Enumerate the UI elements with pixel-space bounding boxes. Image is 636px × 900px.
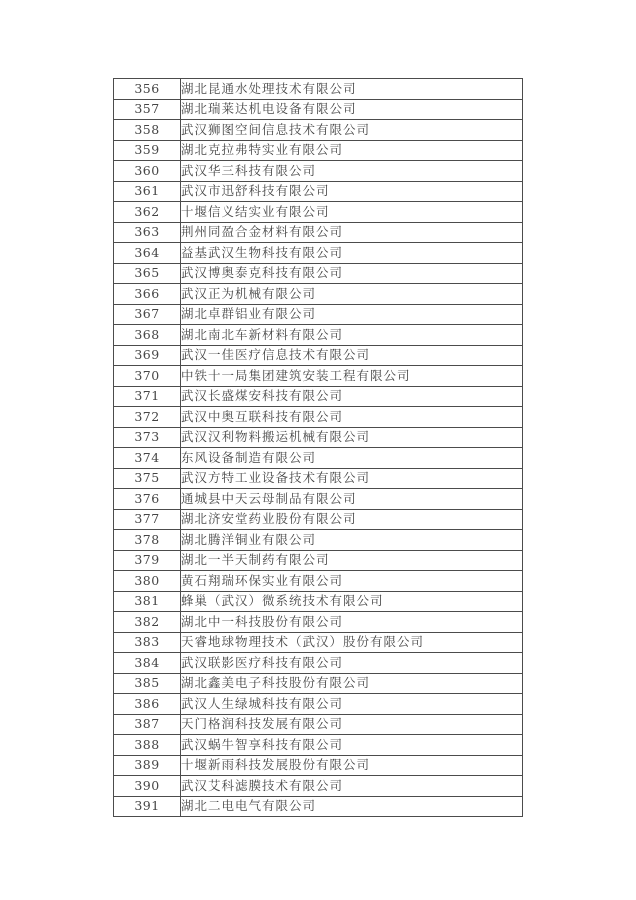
- company-name: 湖北卓群铝业有限公司: [181, 304, 523, 325]
- company-name: 荆州同盈合金材料有限公司: [181, 222, 523, 243]
- row-number: 377: [114, 509, 181, 530]
- table-row: [114, 694, 523, 715]
- table-row: [114, 653, 523, 674]
- table-row: [114, 448, 523, 469]
- company-name: 天睿地球物理技术（武汉）股份有限公司: [181, 632, 523, 653]
- company-name: 湖北一半天制药有限公司: [181, 550, 523, 571]
- row-number: 381: [114, 591, 181, 612]
- company-name: 武汉华三科技有限公司: [181, 161, 523, 182]
- table-row: [114, 632, 523, 653]
- row-number: 389: [114, 755, 181, 776]
- company-name: 湖北南北车新材料有限公司: [181, 325, 523, 346]
- company-name: 武汉一佳医疗信息技术有限公司: [181, 345, 523, 366]
- table-row: [114, 407, 523, 428]
- company-name: 武汉人生绿城科技有限公司: [181, 694, 523, 715]
- row-number: 386: [114, 694, 181, 715]
- row-number: 368: [114, 325, 181, 346]
- table-row: [114, 612, 523, 633]
- company-name: 湖北瑞莱达机电设备有限公司: [181, 99, 523, 120]
- company-name: 武汉汉利物料搬运机械有限公司: [181, 427, 523, 448]
- table-row: [114, 181, 523, 202]
- table-row: [114, 161, 523, 182]
- row-number: 383: [114, 632, 181, 653]
- table-row: [114, 99, 523, 120]
- row-number: 384: [114, 653, 181, 674]
- row-number: 365: [114, 263, 181, 284]
- row-number: 366: [114, 284, 181, 305]
- table-row: [114, 468, 523, 489]
- row-number: 371: [114, 386, 181, 407]
- table-row: [114, 263, 523, 284]
- row-number: 388: [114, 735, 181, 756]
- company-name: 武汉正为机械有限公司: [181, 284, 523, 305]
- row-number: 357: [114, 99, 181, 120]
- row-number: 360: [114, 161, 181, 182]
- table-row: [114, 366, 523, 387]
- company-name: 湖北克拉弗特实业有限公司: [181, 140, 523, 161]
- company-name: 黄石翔瑞环保实业有限公司: [181, 571, 523, 592]
- company-name: 武汉方特工业设备技术有限公司: [181, 468, 523, 489]
- company-name: 武汉艾科滤膜技术有限公司: [181, 776, 523, 797]
- row-number: 372: [114, 407, 181, 428]
- table-row: [114, 735, 523, 756]
- company-name: 十堰新雨科技发展股份有限公司: [181, 755, 523, 776]
- company-name: 湖北二电电气有限公司: [181, 796, 523, 817]
- company-name: 益基武汉生物科技有限公司: [181, 243, 523, 264]
- row-number: 376: [114, 489, 181, 510]
- company-name: 武汉联影医疗科技有限公司: [181, 653, 523, 674]
- table-row: [114, 325, 523, 346]
- table-row: [114, 796, 523, 817]
- row-number: 391: [114, 796, 181, 817]
- company-name: 湖北鑫美电子科技股份有限公司: [181, 673, 523, 694]
- company-name: 天门格润科技发展有限公司: [181, 714, 523, 735]
- table-row: [114, 222, 523, 243]
- table-row: [114, 304, 523, 325]
- row-number: 369: [114, 345, 181, 366]
- row-number: 363: [114, 222, 181, 243]
- company-name: 武汉狮图空间信息技术有限公司: [181, 120, 523, 141]
- row-number: 370: [114, 366, 181, 387]
- row-number: 387: [114, 714, 181, 735]
- row-number: 361: [114, 181, 181, 202]
- company-name: 通城县中天云母制品有限公司: [181, 489, 523, 510]
- company-name: 武汉中奥互联科技有限公司: [181, 407, 523, 428]
- row-number: 378: [114, 530, 181, 551]
- table-row: [114, 530, 523, 551]
- company-name: 湖北昆通水处理技术有限公司: [181, 79, 523, 100]
- row-number: 390: [114, 776, 181, 797]
- table-row: [114, 591, 523, 612]
- table-row: [114, 120, 523, 141]
- row-number: 379: [114, 550, 181, 571]
- table-row: [114, 284, 523, 305]
- row-number: 380: [114, 571, 181, 592]
- row-number: 367: [114, 304, 181, 325]
- table-row: [114, 427, 523, 448]
- company-name: 蜂巢（武汉）微系统技术有限公司: [181, 591, 523, 612]
- company-name: 十堰信义结实业有限公司: [181, 202, 523, 223]
- company-name: 东风设备制造有限公司: [181, 448, 523, 469]
- table-row: [114, 386, 523, 407]
- row-number: 373: [114, 427, 181, 448]
- table-row: [114, 571, 523, 592]
- row-number: 382: [114, 612, 181, 633]
- row-number: 359: [114, 140, 181, 161]
- company-name: 湖北腾洋铜业有限公司: [181, 530, 523, 551]
- row-number: 375: [114, 468, 181, 489]
- table-row: [114, 79, 523, 100]
- row-number: 358: [114, 120, 181, 141]
- company-name: 武汉蜗牛智享科技有限公司: [181, 735, 523, 756]
- table-row: [114, 202, 523, 223]
- table-row: [114, 243, 523, 264]
- table-row: [114, 755, 523, 776]
- table-row: [114, 509, 523, 530]
- table-row: [114, 550, 523, 571]
- row-number: 356: [114, 79, 181, 100]
- table-row: [114, 776, 523, 797]
- company-table-body: [114, 79, 523, 817]
- company-name: 湖北济安堂药业股份有限公司: [181, 509, 523, 530]
- row-number: 364: [114, 243, 181, 264]
- row-number: 362: [114, 202, 181, 223]
- table-row: [114, 345, 523, 366]
- company-name: 武汉长盛煤安科技有限公司: [181, 386, 523, 407]
- company-name: 中铁十一局集团建筑安装工程有限公司: [181, 366, 523, 387]
- table-row: [114, 489, 523, 510]
- table-row: [114, 673, 523, 694]
- table-row: [114, 714, 523, 735]
- company-table: [113, 78, 523, 817]
- row-number: 385: [114, 673, 181, 694]
- company-name: 武汉市迅舒科技有限公司: [181, 181, 523, 202]
- table-row: [114, 140, 523, 161]
- company-name: 武汉博奥泰克科技有限公司: [181, 263, 523, 284]
- company-name: 湖北中一科技股份有限公司: [181, 612, 523, 633]
- row-number: 374: [114, 448, 181, 469]
